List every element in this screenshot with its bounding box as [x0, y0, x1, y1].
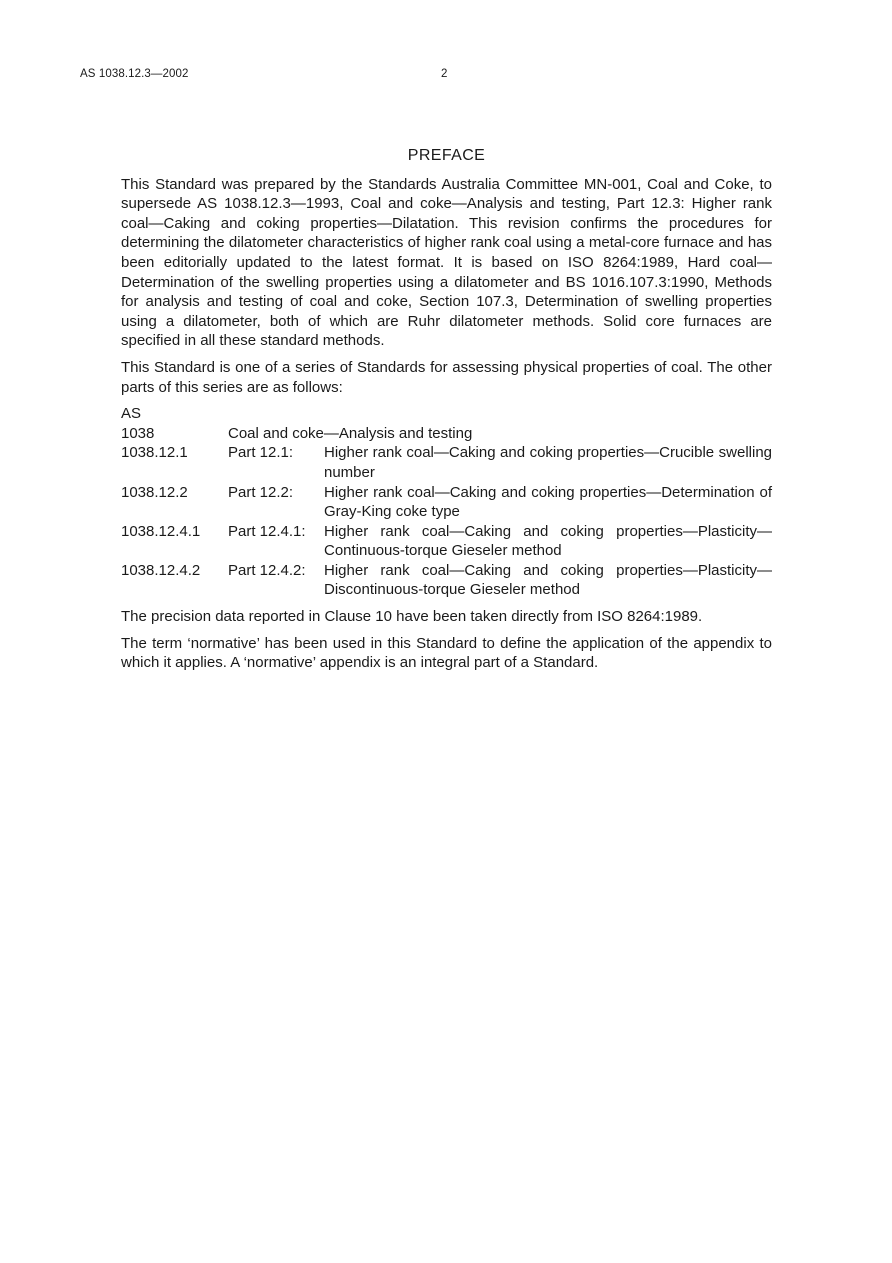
series-title: Higher rank coal—Caking and coking properties—Plasticity—Discontinuous-torque Gieseler method — [324, 561, 772, 599]
preface-paragraph-1: This Standard was prepared by the Standards Australia Committee MN-001, Coal and Coke, to supersede AS 1038.12.3—1993, Coal and coke—Analysis and testing, Part 12.3: Higher rank coal—Caking and coking properties—Dilatation. This revision confirms the procedures for determining the dilatometer characteristics of higher rank coal using a metal-core furnace and has been editorially updated to the latest format. It is based on ISO 8264:1989, Hard coal—Determination of the swelling properties using a dilatometer and BS 1016.107.3:1990, Methods for analysis and testing of coal and coke, Section 107.3, Determination of swelling properties using a dilatometer, both of which are Ruhr dilatometer methods. Solid core furnaces are specified in all these standard methods. — [121, 175, 772, 350]
series-number: 1038.12.4.1 — [121, 522, 201, 540]
series-number: 1038.12.2 — [121, 483, 188, 501]
series-title: Higher rank coal—Caking and coking properties—Determination of Gray-King coke type — [324, 483, 772, 521]
preface-paragraph-3: The precision data reported in Clause 10 have been taken directly from ISO 8264:1989. — [121, 608, 703, 626]
series-title: Coal and coke—Analysis and testing — [228, 424, 473, 442]
series-part: Part 12.2: — [228, 483, 294, 501]
series-title: Higher rank coal—Caking and coking properties—Crucible swelling number — [324, 444, 772, 481]
series-number: 1038.12.4.2 — [121, 561, 201, 579]
preface-heading: PREFACE — [407, 147, 486, 164]
series-part: Part 12.1: — [228, 444, 294, 462]
series-table — [121, 424, 772, 600]
series-row — [121, 522, 772, 561]
preface-section — [121, 146, 772, 680]
page-number: 2 — [441, 68, 448, 80]
preface-paragraph-2: This Standard is one of a series of Standards for assessing physical properties of coal. The other parts of this series are as follows: — [121, 358, 772, 396]
series-number: 1038 — [121, 424, 155, 442]
series-row — [121, 443, 772, 482]
preface-paragraph-4: The term ‘normative’ has been used in this Standard to define the application of the appendix to which it applies. A ‘normative’ appendix is an integral part of a Standard. — [121, 634, 772, 672]
series-row — [121, 561, 772, 600]
series-title: Higher rank coal—Caking and coking properties—Plasticity—Continuous-torque Gieseler method — [324, 522, 772, 560]
series-number: 1038.12.1 — [121, 444, 188, 462]
running-header-document-id: AS 1038.12.3—2002 — [80, 68, 189, 80]
series-part: Part 12.4.2: — [228, 561, 306, 579]
series-label: AS — [121, 405, 142, 423]
series-row — [121, 483, 772, 522]
series-part: Part 12.4.1: — [228, 522, 306, 540]
series-row — [121, 424, 772, 444]
